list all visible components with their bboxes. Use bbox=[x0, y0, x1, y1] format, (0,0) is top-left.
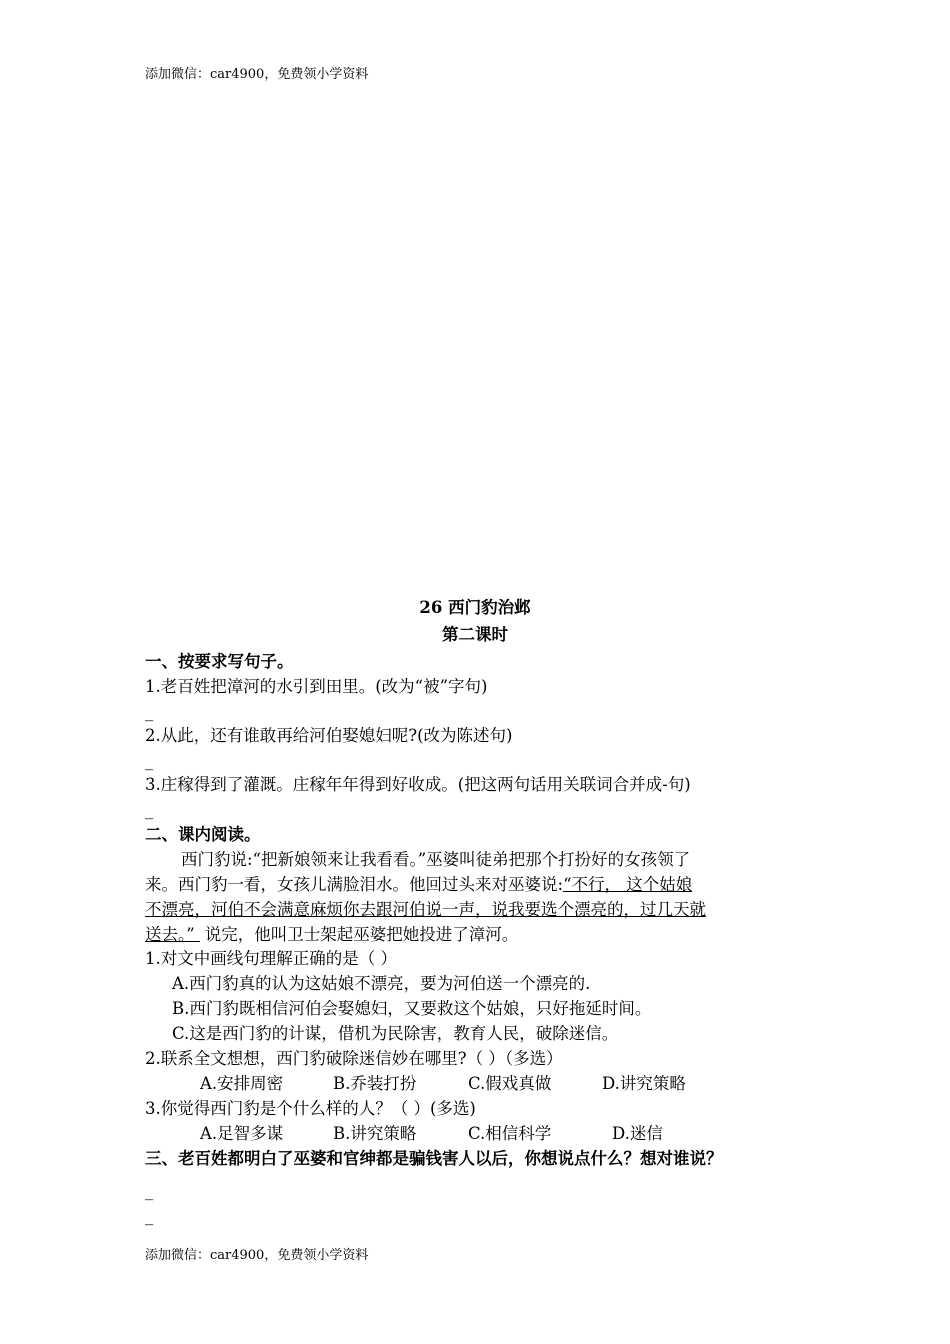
underlined-sentence-part-1: “不行， 这个姑娘 bbox=[563, 875, 693, 894]
passage-line-2 bbox=[145, 874, 692, 896]
footer-note: 添加微信：car4900，免费领小学资料 bbox=[145, 1248, 369, 1263]
question-3-option-a: A.足智多谋 bbox=[200, 1124, 284, 1143]
exercise-2-prompt: 2.从此，还有谁敢再给河伯娶媳妇呢?(改为陈述句) bbox=[145, 726, 513, 745]
underlined-sentence-part-3: 送去。” bbox=[145, 925, 195, 944]
passage-line-1: 西门豹说:“把新娘领来让我看看。”巫婆叫徒弟把那个打扮好的女孩领了 bbox=[181, 850, 691, 869]
header-note: 添加微信：car4900，免费领小学资料 bbox=[145, 67, 369, 82]
lesson-title: 26 西门豹治邺 bbox=[419, 598, 531, 617]
section-2-heading: 二、课内阅读。 bbox=[145, 825, 261, 844]
exercise-1-answer-line: _ bbox=[145, 702, 154, 721]
question-1-option-c: C.这是西门豹的计谋，借机为民除害，教育人民，破除迷信。 bbox=[172, 1024, 619, 1043]
question-2-option-a: A.安排周密 bbox=[200, 1074, 284, 1093]
exercise-2-answer-line: _ bbox=[145, 751, 154, 770]
section-1-heading: 一、按要求写句子。 bbox=[145, 652, 294, 671]
exercise-3-answer-line: _ bbox=[145, 800, 154, 819]
question-2-option-d: D.讲究策略 bbox=[602, 1074, 686, 1093]
question-3-option-c: C.相信科学 bbox=[468, 1124, 552, 1143]
passage-line-2-text: 来。西门豹一看，女孩儿满脸泪水。他回过头来对巫婆说: bbox=[145, 875, 564, 894]
question-2-option-b: B.乔装打扮 bbox=[333, 1074, 417, 1093]
question-1-stem: 1.对文中画线句理解正确的是（ ） bbox=[145, 949, 397, 968]
section-3-heading: 三、老百姓都明白了巫婆和官绅都是骗钱害人以后，你想说点什么？想对谁说？ bbox=[145, 1149, 723, 1168]
exercise-1-prompt: 1.老百姓把漳河的水引到田里。(改为“被”字句) bbox=[145, 677, 488, 696]
exercise-3-prompt: 3.庄稼得到了灌溉。庄稼年年得到好收成。(把这两句话用关联词合并成-句) bbox=[145, 775, 691, 794]
section-3-answer-line-1: _ bbox=[145, 1181, 154, 1200]
lesson-subtitle: 第二课时 bbox=[442, 625, 508, 644]
question-3-option-d: D.迷信 bbox=[612, 1124, 663, 1143]
passage-line-4-text: 说完，他叫卫士架起巫婆把她投进了漳河。 bbox=[204, 925, 519, 944]
question-2-stem: 2.联系全文想想，西门豹破除迷信妙在哪里?（ ）（多选） bbox=[145, 1049, 563, 1068]
question-1-option-b: B.西门豹既相信河伯会娶媳妇，又要救这个姑娘，只好拖延时间。 bbox=[172, 999, 652, 1018]
section-3-answer-line-2: _ bbox=[145, 1206, 154, 1225]
passage-line-4 bbox=[145, 924, 518, 946]
question-3-stem: 3.你觉得西门豹是个什么样的人？（ ）(多选) bbox=[145, 1099, 476, 1118]
question-1-option-a: A.西门豹真的认为这姑娘不漂亮，要为河伯送一个漂亮的. bbox=[172, 974, 591, 993]
question-2-option-c: C.假戏真做 bbox=[468, 1074, 552, 1093]
underline-tail bbox=[195, 924, 205, 946]
question-3-option-b: B.讲究策略 bbox=[333, 1124, 417, 1143]
underlined-sentence-part-2: 不漂亮，河伯不会满意麻烦你去跟河伯说一声，说我要选个漂亮的，过几天就 bbox=[145, 900, 706, 919]
